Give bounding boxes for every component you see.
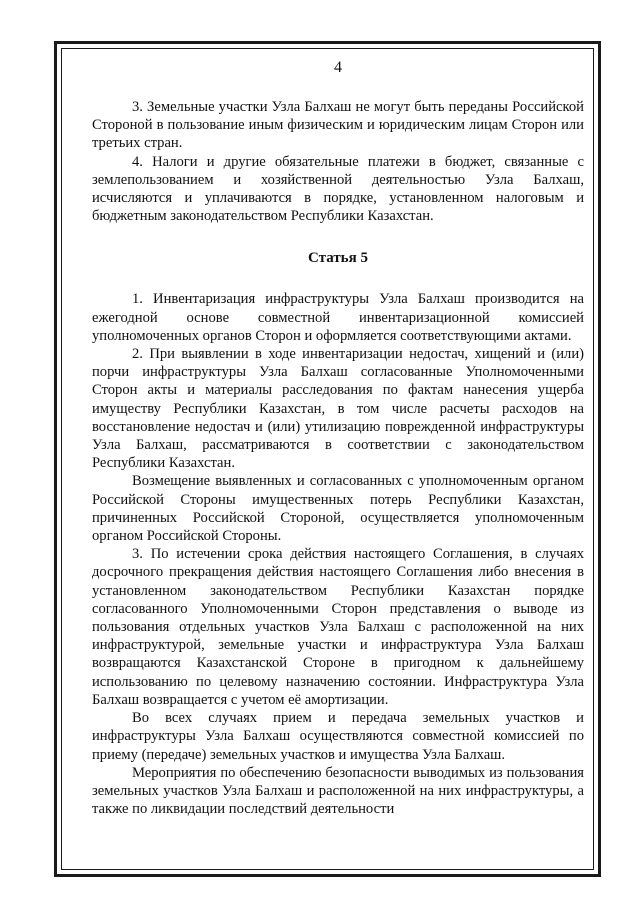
paragraph-clause-4: 4. Налоги и другие обязательные платежи в бюджет, связанные с землепользованием и хозяйственной деятельностью Узла Балхаш, исчисляются и уплачиваются в порядке, установленном налоговым и бюджетным законодательством Республики Казахстан. bbox=[92, 153, 584, 225]
paragraph-clause-3: 3. Земельные участки Узла Балхаш не могут быть переданы Российской Стороной в пользование иным физическим и юридическим лицам Сторон или третьих стран. bbox=[92, 99, 584, 152]
article-paragraph-transfer: Во всех случаях прием и передача земельных участков и инфраструктуры Узла Балхаш осуществляются совместной комиссией по приему (передаче) земельных участков и имущества Узла Балхаш. bbox=[92, 710, 584, 763]
article-title: Статья 5 bbox=[308, 250, 368, 267]
article-paragraph-2: 2. При выявлении в ходе инвентаризации недостач, хищений и (или) порчи инфраструктуры Узла Балхаш согласованные Уполномоченными Сторон акты и материалы расследования по фактам нанесения ущерба имуществу Республики Казахстан, в том числе расчеты расходов на восстановление недостач и (или) утилизацию поврежденной инфраструктуры Узла Балхаш, рассматриваются в соответствии с законодательством Республики Казахстан. bbox=[92, 346, 584, 472]
article-paragraph-compensation: Возмещение выявленных и согласованных с уполномоченным органом Российской Стороны имущественных потерь Республики Казахстан, причиненных Российской Стороной, осуществляется уполномоченным органом Российской Стороны. bbox=[92, 473, 584, 545]
article-paragraph-3: 3. По истечении срока действия настоящего Соглашения, в случаях досрочного прекращения действия настоящего Соглашения либо внесения в установленном законодательством Республики Казахстан порядке согласованного Уполномоченными Сторон представления о выводе из пользования отдельных участков Узла Балхаш с расположенной на них инфраструктурой, земельные участки и инфраструктура Узла Балхаш возвращаются Казахстанской Стороне в пригодном к дальнейшему использованию по целевому назначению состоянии. Инфраструктура Узла Балхаш возвращается с учетом её амортизации. bbox=[92, 546, 584, 708]
document-body bbox=[92, 58, 584, 818]
article-paragraph-1: 1. Инвентаризация инфраструктуры Узла Балхаш производится на ежегодной основе совместной инвентаризационной комиссией уполномоченных органов Сторон и оформляется соответствующими актами. bbox=[92, 291, 584, 344]
article-paragraph-security: Мероприятия по обеспечению безопасности выводимых из пользования земельных участков Узла Балхаш и расположенной на них инфраструктуры, а также по ликвидации последствий деятельности bbox=[92, 764, 584, 818]
page-number: 4 bbox=[334, 59, 342, 76]
